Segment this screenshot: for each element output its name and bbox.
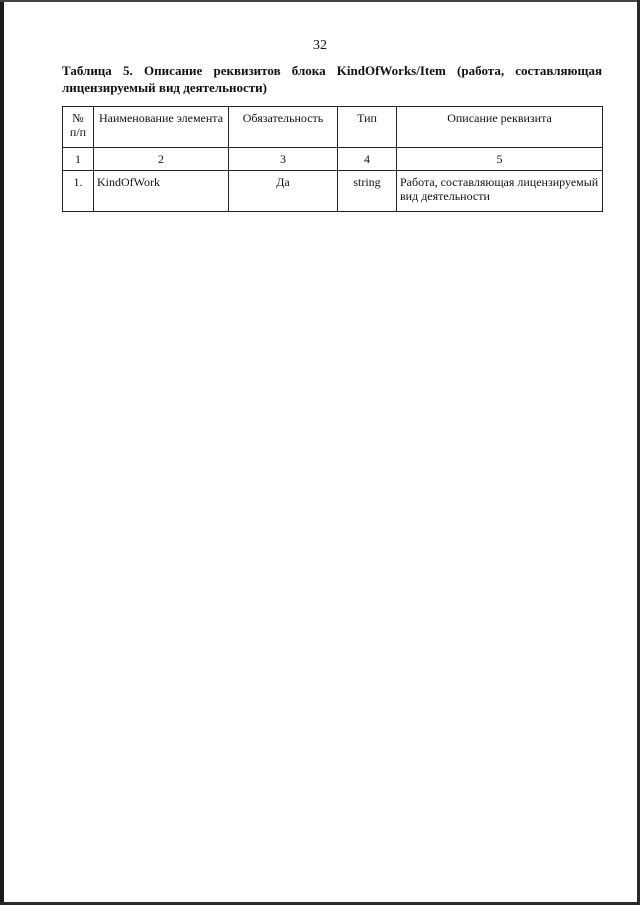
index-cell: 1 [63, 148, 94, 171]
index-cell: 3 [229, 148, 338, 171]
index-cell: 2 [94, 148, 229, 171]
type-cell: string [338, 171, 397, 212]
description-cell: Работа, составляющая лицензируемый вид деятельности [397, 171, 603, 212]
table-header-row [63, 107, 603, 148]
header-mandatory: Обязательность [229, 107, 338, 148]
header-description: Описание реквизита [397, 107, 603, 148]
scan-edge-top [0, 0, 640, 2]
scan-edge-left [0, 0, 4, 905]
table-caption: Таблица 5. Описание реквизитов блока KindOfWorks/Item (работа, составляющая лицензируемый вид деятельности) [62, 63, 602, 95]
element-name-cell: KindOfWork [94, 171, 229, 212]
header-element-name: Наименование элемента [94, 107, 229, 148]
row-number: 1. [63, 171, 94, 212]
mandatory-cell: Да [229, 171, 338, 212]
header-type: Тип [338, 107, 397, 148]
table-row [63, 171, 603, 212]
page-number: 32 [313, 38, 327, 53]
header-number: № п/п [63, 107, 94, 148]
index-cell: 4 [338, 148, 397, 171]
requisites-table [62, 106, 603, 212]
column-index-row [63, 148, 603, 171]
index-cell: 5 [397, 148, 603, 171]
